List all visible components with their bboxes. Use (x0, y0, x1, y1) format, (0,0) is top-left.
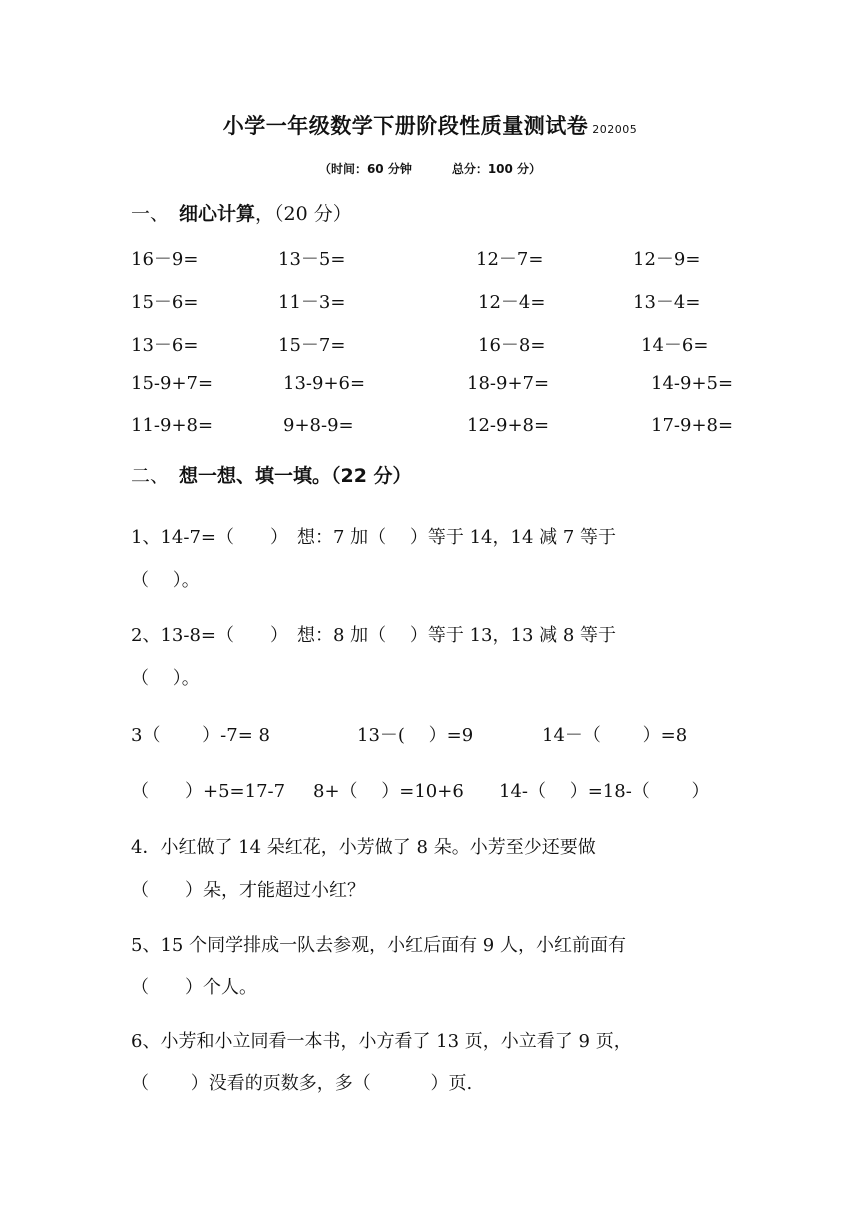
section1-heading (131, 199, 352, 226)
calc-r0-c0: 16－9= (131, 249, 199, 270)
calc-r2-c0: 13－6= (131, 335, 199, 356)
question-3-item-a: 3（ ）-7= 8 (131, 725, 270, 746)
calc-r4-c3: 17-9+8= (651, 415, 734, 436)
calc-r2-c3: 14－6= (641, 335, 709, 356)
section2-heading (131, 461, 412, 488)
calc-r1-c2: 12－4= (478, 292, 546, 313)
section1-title: 细心计算 (179, 203, 256, 225)
question-3-item-d: （ ）+5=17-7 (131, 781, 286, 802)
calc-r4-c0: 11-9+8= (131, 415, 214, 436)
exam-title-text: 小学一年级数学下册阶段性质量测试卷 (222, 114, 589, 138)
question-3-item-f: 14-（ ）=18-（ ） (499, 781, 710, 802)
exam-code: 202005 (592, 123, 638, 136)
calc-r3-c2: 18-9+7= (467, 373, 550, 394)
question-3-item-e: 8+（ ）=10+6 (313, 781, 464, 802)
question-3-item-b: 13－( ）=9 (357, 725, 474, 746)
section1-points: ，（20 分） (255, 203, 352, 225)
question-6-line2: （ ）没看的页数多，多（ ）页. (131, 1073, 473, 1094)
calc-r1-c1: 11－3= (278, 292, 346, 313)
section2-title: 想一想、填一填。（22 分） (179, 465, 412, 487)
question-6-line1: 6、小芳和小立同看一本书，小方看了 13 页，小立看了 9 页， (131, 1031, 632, 1052)
question-1-line1: 1、14-7=（ ） 想：7 加（ ）等于 14，14 减 7 等于 (131, 527, 617, 548)
calc-r4-c1: 9+8-9= (283, 415, 354, 436)
calc-r0-c2: 12－7= (476, 249, 544, 270)
calc-r3-c1: 13-9+6= (283, 373, 366, 394)
score-info: 总分：100 分） (451, 162, 542, 176)
question-3-item-c: 14－（ ）=8 (542, 725, 688, 746)
calc-r0-c1: 13－5= (278, 249, 346, 270)
calc-r3-c3: 14-9+5= (651, 373, 734, 394)
calc-r4-c2: 12-9+8= (467, 415, 550, 436)
calc-r0-c3: 12－9= (633, 249, 701, 270)
calc-r2-c2: 16－8= (478, 335, 546, 356)
time-info: （时间：60 分钟 (318, 162, 412, 176)
question-4-line2: （ ）朵，才能超过小红？ (131, 880, 365, 901)
question-5-line1: 5、15 个同学排成一队去参观，小红后面有 9 人，小红前面有 (131, 935, 626, 956)
calc-r1-c0: 15－6= (131, 292, 199, 313)
calc-r1-c3: 13－4= (633, 292, 701, 313)
exam-info (0, 160, 860, 177)
section1-number: 一、 (131, 203, 170, 225)
calc-r3-c0: 15-9+7= (131, 373, 214, 394)
question-1-line2: （ ）。 (131, 570, 200, 591)
question-2-line1: 2、13-8=（ ） 想：8 加（ ）等于 13，13 减 8 等于 (131, 625, 617, 646)
section2-number: 二、 (131, 465, 170, 487)
calc-r2-c1: 15－7= (278, 335, 346, 356)
exam-title (0, 110, 860, 140)
question-4-line1: 4．小红做了 14 朵红花，小芳做了 8 朵。小芳至少还要做 (131, 837, 596, 858)
question-2-line2: （ ）。 (131, 668, 200, 689)
question-5-line2: （ ）个人。 (131, 977, 257, 998)
